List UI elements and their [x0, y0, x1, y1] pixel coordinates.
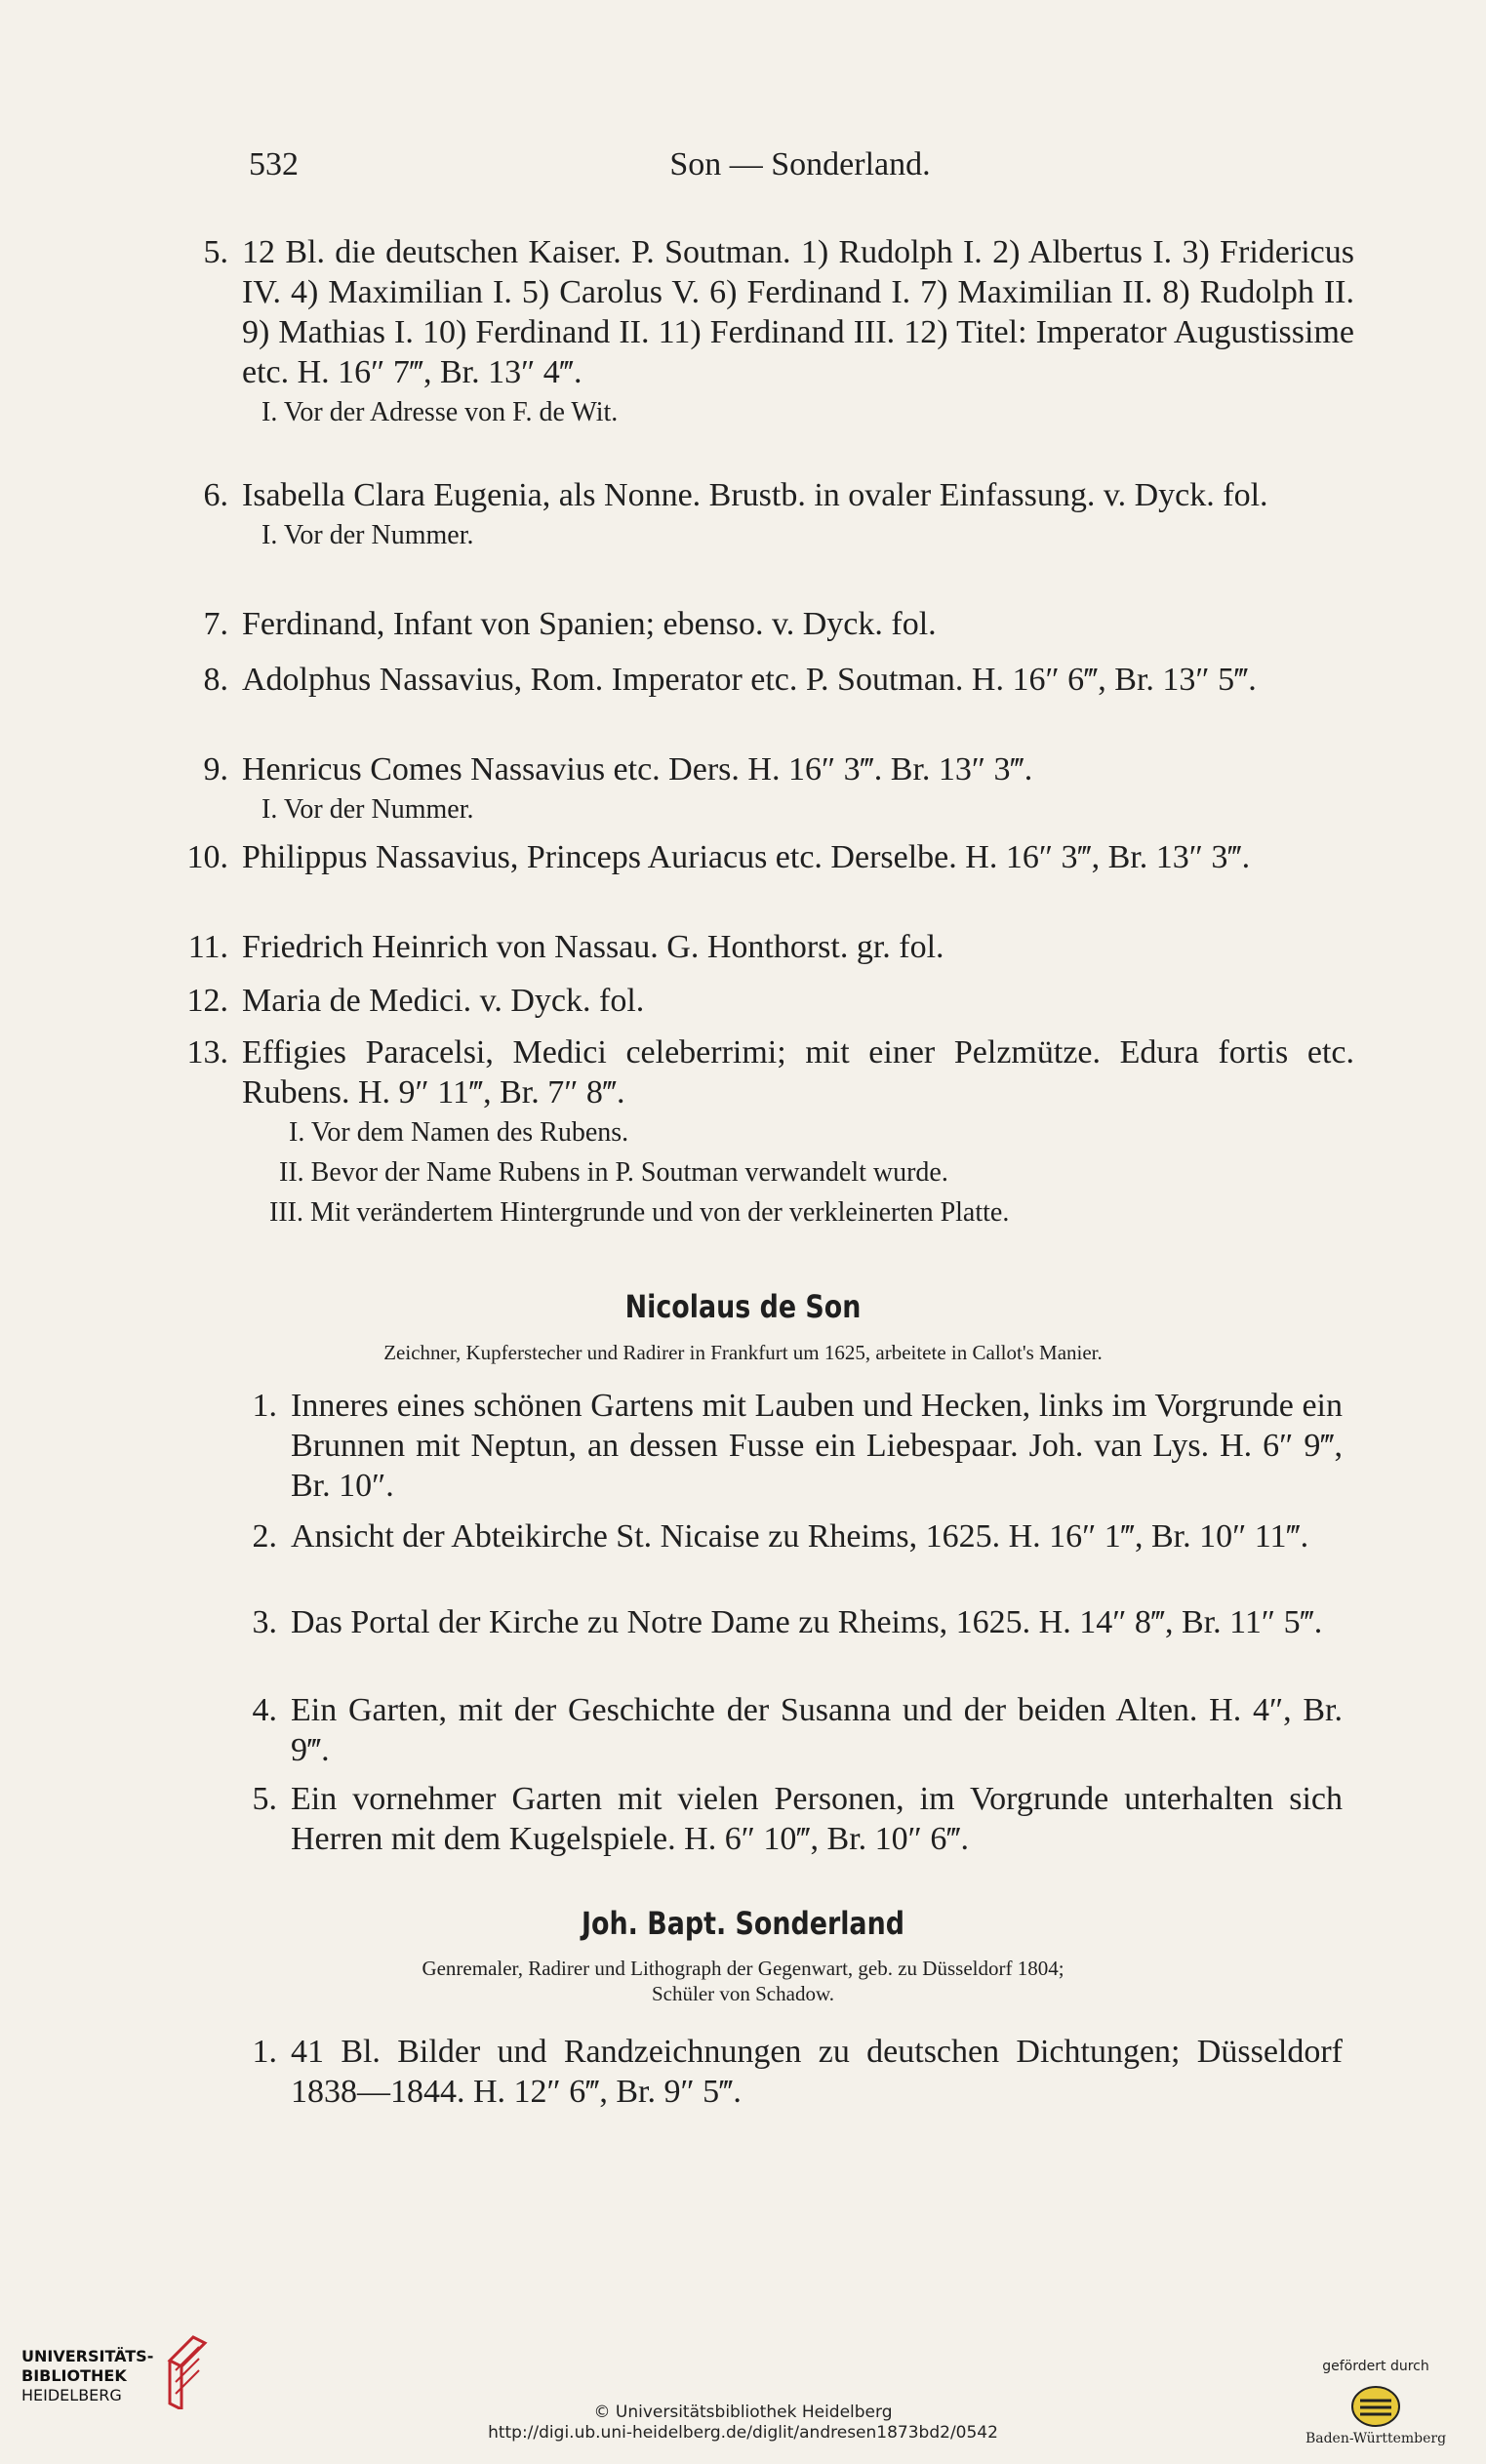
entry-text: 41 Bl. Bilder und Randzeichnungen zu deutschen Dichtungen; Düsseldorf 1838—1844. H. 12″ 6‴, Br. 9″ 5‴. [291, 2034, 1343, 2110]
section-heading-nicolaus: Nicolaus de Son [624, 1288, 862, 1325]
section-description-sonderland-2: Schüler von Schadow. [651, 1982, 835, 2005]
section-description-nicolaus: Zeichner, Kupferstecher und Radirer in Frankfurt um 1625, arbeitete in Callot's Manier. [383, 1341, 1103, 1364]
logo-line-1: UNIVERSITÄTS- [21, 2347, 154, 2365]
entry-note: I. Vor dem Namen des Rubens. [289, 1117, 629, 1148]
nicolaus-entry-2 [252, 1516, 1343, 1556]
entry-text: Ansicht der Abteikirche St. Nicaise zu Rheims, 1625. H. 16″ 1‴, Br. 10″ 11‴. [291, 1518, 1309, 1555]
entry-number: 6. [203, 477, 228, 513]
entry-text: Maria de Medici. v. Dyck. fol. [242, 983, 645, 1019]
section-heading-sonderland: Joh. Bapt. Sonderland [582, 1905, 904, 1942]
entry-number: 1. [252, 1388, 277, 1424]
entry-note: I. Vor der Nummer. [261, 520, 474, 550]
source-url[interactable]: http://digi.ub.uni-heidelberg.de/diglit/andresen1873bd2/0542 [488, 2423, 998, 2443]
entry-number: 7. [203, 606, 228, 642]
soutman-entry-13 [186, 1032, 1354, 1232]
entry-note: III. Mit verändertem Hintergrunde und von der verkleinerten Platte. [269, 1197, 1010, 1228]
entry-text: Effigies Paracelsi, Medici celeberrimi; mit einer Pelzmütze. Edura fortis etc. Rubens. H. 9″ 11‴, Br. 7″ 8‴. [242, 1034, 1354, 1111]
entry-number: 13. [186, 1034, 228, 1070]
nicolaus-entry-1 [252, 1386, 1343, 1506]
logo-line-2: BIBLIOTHEK [21, 2366, 127, 2385]
state-name: Baden-Württemberg [1305, 2431, 1447, 2446]
nicolaus-entry-5 [252, 1779, 1343, 1859]
entry-text: Adolphus Nassavius, Rom. Imperator etc. P. Soutman. H. 16″ 6‴, Br. 13″ 5‴. [242, 662, 1257, 698]
logo-line-3: HEIDELBERG [21, 2386, 122, 2404]
entry-number: 1. [252, 2034, 277, 2070]
entry-text: Ferdinand, Infant von Spanien; ebenso. v. Dyck. fol. [242, 606, 937, 642]
entry-number: 5. [252, 1781, 277, 1817]
section-description-sonderland-1: Genremaler, Radirer und Lithograph der Gegenwart, geb. zu Düsseldorf 1804; [422, 1957, 1064, 1980]
funding-badge [1288, 2359, 1464, 2446]
entry-number: 5. [203, 234, 228, 270]
running-title: Son — Sonderland. [669, 146, 931, 182]
entry-number: 10. [186, 839, 228, 875]
entry-note: II. Bevor der Name Rubens in P. Soutman verwandelt wurde. [279, 1157, 948, 1188]
sonderland-entry-1 [252, 2032, 1343, 2112]
entry-number: 2. [252, 1518, 277, 1555]
entry-number: 9. [203, 751, 228, 788]
entry-text: Ein Garten, mit der Geschichte der Susanna und der beiden Alten. H. 4″, Br. 9‴. [291, 1692, 1343, 1768]
entry-text: Ein vornehmer Garten mit vielen Personen, im Vorgrunde unterhalten sich Herren mit dem Kugelspiele. H. 6″ 10‴, Br. 10″ 6‴. [291, 1781, 1343, 1857]
entry-text: Friedrich Heinrich von Nassau. G. Honthorst. gr. fol. [242, 929, 944, 965]
entry-number: 11. [187, 929, 228, 965]
nicolaus-entry-3 [252, 1602, 1343, 1642]
entry-note: I. Vor der Adresse von F. de Wit. [261, 397, 619, 427]
entry-number: 8. [203, 662, 228, 698]
nicolaus-entry-4 [252, 1690, 1343, 1770]
page-header [249, 146, 1351, 195]
soutman-entry-12 [186, 981, 1354, 1021]
entry-number: 4. [252, 1692, 277, 1728]
entry-number: 12. [186, 983, 228, 1019]
copyright-text: © Universitätsbibliothek Heidelberg [593, 2403, 893, 2422]
page-number: 532 [249, 146, 299, 182]
soutman-entry-7 [203, 604, 1354, 644]
soutman-entry-8 [203, 660, 1354, 700]
soutman-entry-10 [186, 837, 1354, 877]
entry-text: Inneres eines schönen Gartens mit Lauben und Hecken, links im Vorgrunde ein Brunnen mit Neptun, an dessen Fusse ein Liebespaar. Joh. van Lys. H. 6″ 9‴, Br. 10″. [291, 1388, 1343, 1504]
soutman-entry-5 [203, 232, 1354, 432]
funded-by-text: gefördert durch [1322, 2359, 1429, 2374]
state-coat-of-arms-icon [1346, 2382, 1405, 2431]
entry-text: Henricus Comes Nassavius etc. Ders. H. 16″ 3‴. Br. 13″ 3‴. [242, 751, 1033, 788]
entry-text: Das Portal der Kirche zu Notre Dame zu Rheims, 1625. H. 14″ 8‴, Br. 11″ 5‴. [291, 1604, 1323, 1640]
entry-text: Isabella Clara Eugenia, als Nonne. Brustb. in ovaler Einfassung. v. Dyck. fol. [242, 477, 1268, 513]
entry-text: Philippus Nassavius, Princeps Auriacus etc. Derselbe. H. 16″ 3‴, Br. 13″ 3‴. [242, 839, 1251, 875]
library-emblem-icon [164, 2331, 209, 2409]
soutman-entry-9 [203, 749, 1354, 829]
entry-text: 12 Bl. die deutschen Kaiser. P. Soutman. 1) Rudolph I. 2) Albertus I. 3) Fridericus IV. 4) Maximilian I. 5) Carolus V. 6) Ferdinand I. 7) Maximilian II. 8) Rudolph II. 9) Mathias I. 10) Ferdinand II. 11) Ferdinand III. 12) Titel: Imperator Augustissime etc. H. 16″ 7‴, Br. 13″ 4‴. [242, 234, 1354, 390]
soutman-entry-11 [187, 927, 1354, 967]
entry-note: I. Vor der Nummer. [261, 794, 474, 825]
entry-number: 3. [252, 1604, 277, 1640]
soutman-entry-6 [203, 475, 1354, 555]
